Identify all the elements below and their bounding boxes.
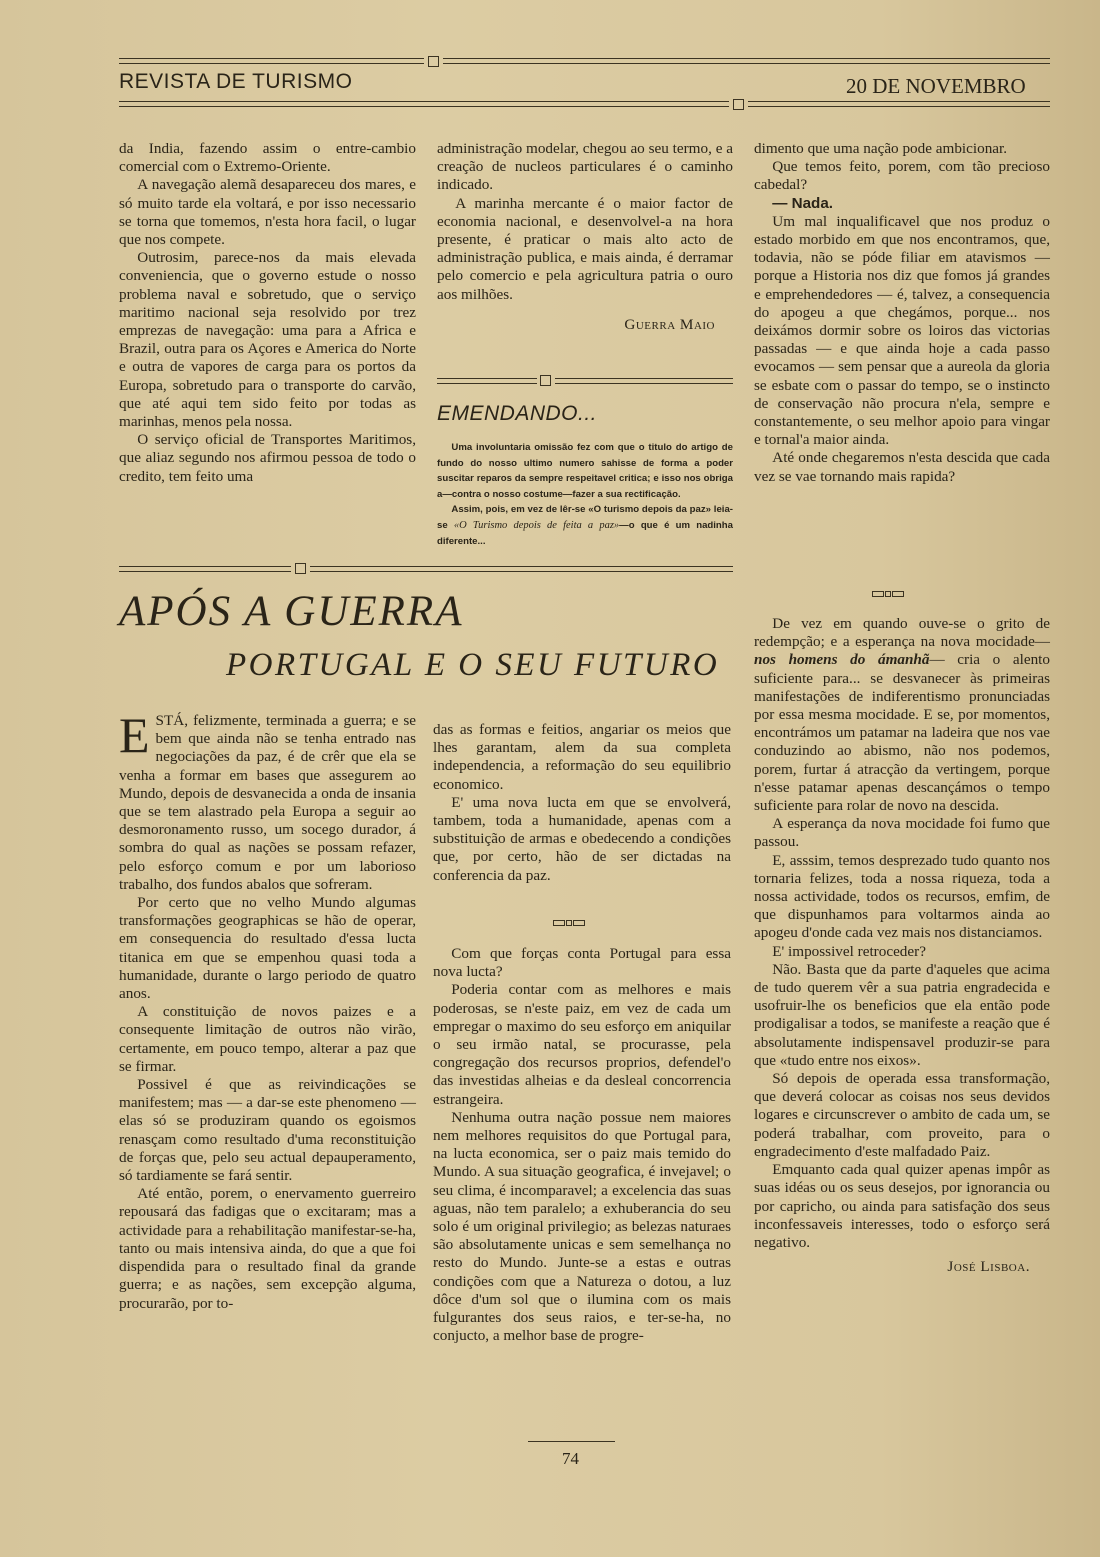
paragraph: E' uma nova lucta em que se envolverá, tambem, toda a humanidade, apenas com a substituição de armas e obedecendo a condições que, por certo, hão de ser dictadas na conferencia da paz. [433, 793, 731, 884]
column-1-top [119, 140, 416, 486]
emendando-text-part: Assim, pois, em vez de lêr-se «O turismo depois da paz» leia-se [437, 504, 733, 531]
paragraph: da India, fazendo assim o entre-cambio comercial com o Extremo-Oriente. [119, 140, 416, 176]
paragraph: Outrosim, parece-nos da mais elevada conveniencia, que o governo estude o nosso problema naval e sobretudo, que o serviço maritimo nacional seja resolvido por trez emprezas de navegação: uma para a Africa e Brazil, outra para os Açores e America do Norte e outra de vapores de carga para os portos da Europa, sobretudo para o transporte do carvão, que até aqui tem sido feito por todas as marinhas, menos pela nossa. [119, 249, 416, 431]
nada-text: — Nada. [772, 194, 833, 212]
article-column-c [754, 615, 1050, 1276]
article-ornament [295, 563, 306, 574]
article-rule-left [119, 566, 291, 572]
emendando-paragraph-2 [437, 502, 733, 549]
article-subtitle: PORTUGAL E O SEU FUTURO [226, 647, 720, 683]
italic-phrase: nos homens do ámanhã [754, 651, 930, 669]
header-ornament-2 [733, 99, 744, 110]
article-first-paragraph [119, 707, 416, 894]
drop-cap: E [119, 707, 150, 763]
paragraph: A navegação alemã desapareceu dos mares, e só muito tarde ela voltará, e por isso necessario se torna que tomemos, n'esta hora facil, o lugar que nos compete. [119, 176, 416, 249]
first-paragraph-text: , felizmente, terminada a guerra; e se bem que ainda não se tenha entrado nas negociações da paz, é de crêr que ela se venha a formar em bases que assegurem ao Mundo, depois de desvanecida a onda de insania que se tem alastrado pela Europa a seguir ao desmoronamento russo, um socego durador, á sombra do qual as nações se possam refazer, pelo esforço comum e por um laborioso trabalho, dos fundos abalos que sofreram. [119, 712, 416, 893]
page-number: 74 [562, 1449, 579, 1468]
emendando-text [437, 440, 733, 549]
magazine-title: REVISTA DE TURISMO [119, 70, 353, 93]
emendando-title: EMENDANDO... [437, 402, 598, 425]
article-rule-right [310, 566, 733, 572]
column-3-top [754, 140, 1050, 486]
small-ornament-2 [553, 920, 587, 926]
paragraph: Possivel é que as reivindicações se manifestem; mas — a dar-se este phenomeno — elas só se produziram quando os egoismos renasçam como resultado d'uma reconstituição de forças que, pelo seu actual depauperamento, só tardiamente se fará sentir. [119, 1076, 416, 1185]
paragraph: Emquanto cada qual quizer apenas impôr as suas idéas ou os seus desejos, por ignorancia ou por capricho, ou ainda para satisfação dos seus inconfessaveis interesses, todo o esforço será negativo. [754, 1161, 1050, 1251]
paragraph: Até onde chegaremos n'esta descida que cada vez se vae tornando mais rapida? [754, 449, 1050, 485]
page-number-rule [528, 1441, 615, 1442]
paragraph: Só depois de operada essa transformação, que deverá colocar as coisas nos seus devidos logares e circunscrever o ambito de cada um, se poderá trabalhar, com proveito, para o engradecimento d'este malfadado Paiz. [754, 1070, 1050, 1160]
header-top-rule-left [119, 58, 424, 64]
paragraph: Com que forças conta Portugal para essa nova lucta? [433, 945, 731, 981]
paragraph: A marinha mercante é o maior factor de economia nacional, e desenvolvel-a na hora presente, é praticar o mais alto acto de administração publica, e mais ainda, é derramar pelo comercio e pela agricultura patria o ouro aos milhões. [437, 194, 733, 303]
paragraph: Até então, porem, o enervamento guerreiro repousará das fadigas que o excitaram; mas a actividade para a rehabilitação manifestar-se-ha, tanto ou mais intensiva ainda, do que a que foi dispendida para o resultado final da grande guerra; e as nações, sem excepção alguma, procurarão, por to- [119, 1185, 416, 1312]
author-signature: Guerra Maio [624, 315, 715, 333]
small-ornament [872, 591, 906, 597]
text-part: De vez em quando ouve-se o grito de redempção; e a esperança na nova mocidade— [754, 615, 1050, 651]
paragraph: dimento que uma nação pode ambicionar. [754, 140, 1008, 157]
paragraph-nada [754, 195, 1050, 213]
article-column-a [119, 707, 416, 1313]
emendando-paragraph: Uma involuntaria omissão fez com que o titulo do artigo de fundo do nosso ultimo numero sahisse de forma a poder suscitar reparos da sempre respeitavel critica; e isso nos obriga a—contra o nosso costume—fazer a sua rectificação. [437, 442, 733, 500]
paragraph: A esperança da nova mocidade foi fumo que passou. [754, 815, 1050, 851]
paragraph: administração modelar, chegou ao seu termo, e a creação de nucleos particulares é o caminho indicado. [437, 140, 733, 194]
author-signature: José Lisboa. [947, 1258, 1030, 1276]
emendando-italic-title: «O Turismo depois de feita a paz» [453, 519, 620, 531]
header-ornament [428, 56, 439, 67]
text-part: — cria o alento suficiente para... se desvanecer às primeiras manifestações de indiferentismo pronunciadas por essa mesma mocidade. E se, por momentos, encontrámos um patamar na ladeira que nos vae conduzindo ao abismo, não nos podemos, porem, furtar á atracção da vertingem, porque n'esse patamar apenas descançámos o tempo suficiente para rolar de novo na descida. [754, 651, 1051, 815]
separator-rule-right [555, 378, 733, 384]
issue-date: 20 DE NOVEMBRO [846, 74, 1026, 98]
paragraph: E, asssim, temos desprezado tudo quanto nos tornaria felizes, toda a nossa riqueza, toda a nossa actividade, todos os recursos, emfim, de que dispunhamos para voltarmos ainda ao apogeu d'onde cada vez mais nos distanciamos. [754, 851, 1050, 942]
separator-ornament [540, 375, 551, 386]
paragraph: Que temos feito, porem, com tão precioso cabedal? [754, 158, 1050, 194]
separator-rule-left [437, 378, 537, 384]
column-2-top [437, 140, 733, 334]
paragraph [754, 615, 1050, 815]
first-word: STÁ [155, 712, 185, 729]
paragraph: das as formas e feitios, angariar os meios que lhes garantam, alem da sua completa independencia, a reformação do seu equilibrio economico. [433, 721, 731, 793]
paragraph: Um mal inqualificavel que nos produz o estado morbido em que nos encontramos, que, todavia, não se póde filiar em atavismos — porque a Historia nos diz que fomos já grandes e emprehendedores — é, talvez, a consequencia do apogeu a que chegámos, porque... nos deixámos dormir sobre os loiros das victorias passadas — e que ainda hoje a cada passo evocamos — sem pensar que a aureola da gloria se esbate com o passar do tempo, se o instincto de conservação não procura n'ela, sempre e constantemente, o seu melhor apoio para vingar e tornal'a maior ainda. [754, 212, 1050, 449]
emendando-text-part: —o que é um nadinha diferente... [437, 519, 733, 547]
paragraph: E' impossivel retroceder? [772, 942, 926, 960]
paragraph: Por certo que no velho Mundo algumas transformações geographicas se hão de operar, em consequencia do resultado d'essa lucta titanica em que se empenhou quasi toda a humanidade, durante o largo periodo de quatro anos. [119, 894, 416, 1003]
article-column-b-lower [433, 945, 731, 1345]
header-top-rule-right [443, 58, 1050, 64]
article-column-b [433, 721, 731, 885]
header-bottom-rule-left [119, 101, 729, 107]
paragraph: Poderia contar com as melhores e mais poderosas, se n'este paiz, em vez de cada um empregar o maximo do seu esforço em aniquilar o seu irmão natal, se procurasse, pela congregação dos recursos proprios, defendel'o das investidas alheias e da desleal concorrencia estrangeira. [433, 981, 731, 1108]
paragraph: O serviço oficial de Transportes Maritimos, que aliaz segundo nos afirmou pessoa de todo o credito, tem feito uma [119, 431, 416, 485]
article-title: APÓS A GUERRA [119, 588, 464, 635]
paragraph: Não. Basta que da parte d'aqueles que acima de tudo querem vêr a sua patria engradecida e usofruir-lhe os beneficios que ela então pode prodigalisar a todos, se manifeste a reação que é absolutamente indispensavel produzir-se para que «tudo entre nos eixos». [754, 960, 1050, 1069]
paragraph: A constituição de novos paizes e a consequente limitação de outros não virão, certamente, em pouco tempo, alterar a paz que se firmar. [119, 1003, 416, 1075]
header-bottom-rule-right [748, 101, 1050, 107]
paragraph: Nenhuma outra nação possue nem maiores nem melhores requisitos do que Portugal para, na lucta economica, ser o paiz mais temido do Mundo. A sua situação geografica, é invejavel; o seu clima, é incomparavel; a excelencia das suas aguas, não tem paralelo; a exhuberancia do seu solo é um original privilegio; as belezas naturaes são absolutamente unicas e sem semelhança no resto do Mundo. Junte-se a estas e outras condições com que a Natureza o dotou, a luz dôce d'um sol que o ilumina com os mais fulgurantes dos seus raios, e ter-se-ha, no conjucto, a melhor base de progre- [433, 1108, 731, 1345]
